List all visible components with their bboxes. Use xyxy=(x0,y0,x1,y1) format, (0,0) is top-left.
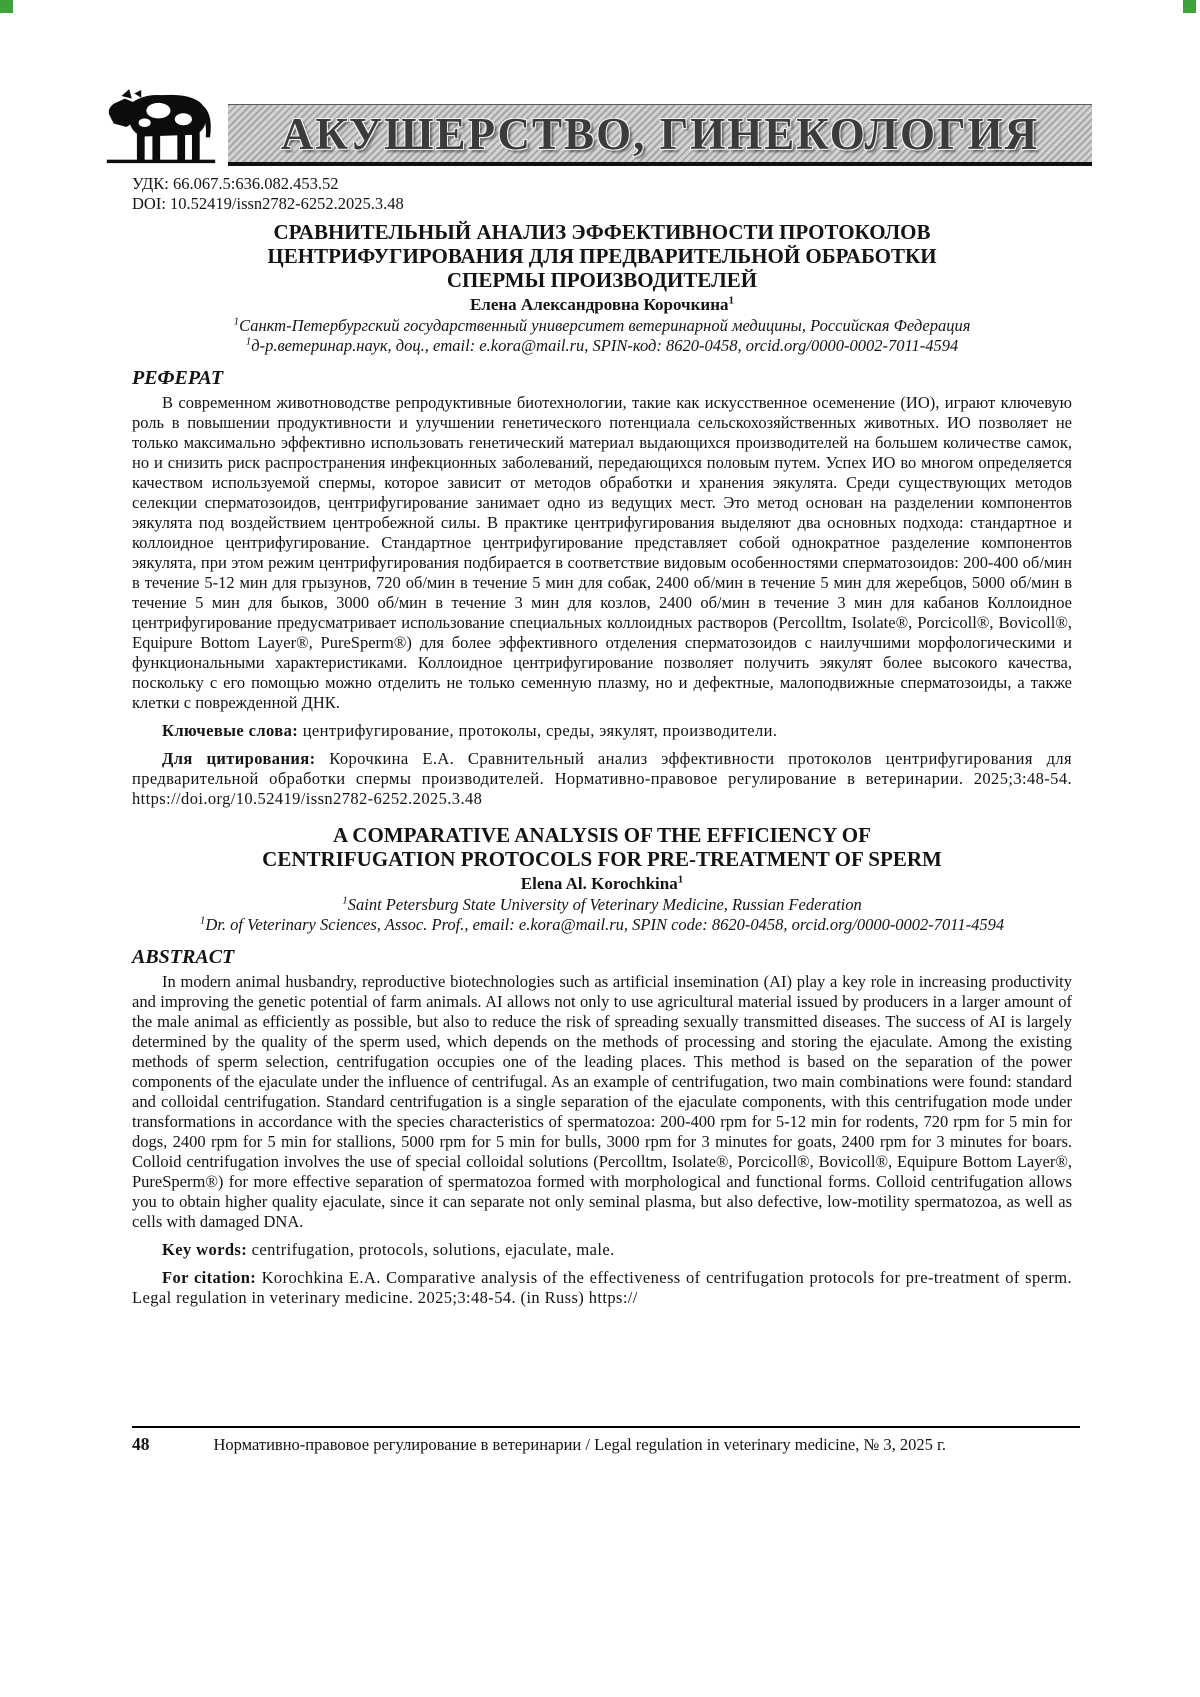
scan-marker-top-right xyxy=(1183,0,1196,13)
citation-label-ru: Для цитирования: xyxy=(162,749,316,768)
keywords-text-ru: центрифугирование, протоколы, среды, эякулят, производители. xyxy=(302,721,778,740)
article-title-ru: СРАВНИТЕЛЬНЫЙ АНАЛИЗ ЭФФЕКТИВНОСТИ ПРОТОКОЛОВ ЦЕНТРИФУГИРОВАНИЯ ДЛЯ ПРЕДВАРИТЕЛЬНОЙ ОБРАБОТКИ СПЕРМЫ ПРОИЗВОДИТЕЛЕЙ xyxy=(267,220,937,292)
affiliation-text-en: Saint Petersburg State University of Veterinary Medicine, Russian Federation xyxy=(347,895,862,914)
article-title-en: A COMPARATIVE ANALYSIS OF THE EFFICIENCY OF CENTRIFUGATION PROTOCOLS FOR PRE-TREATMENT OF SPERM xyxy=(262,823,942,871)
author-ru xyxy=(132,294,1072,316)
citation-ru xyxy=(132,749,1072,809)
section-banner-title: АКУШЕРСТВО, ГИНЕКОЛОГИЯ xyxy=(280,108,1040,159)
page-footer xyxy=(132,1426,1080,1455)
citation-label-en: For citation: xyxy=(162,1268,257,1287)
citation-text-en: Korochkina E.A. Comparative analysis of the effectiveness of centrifugation protocols for pre-treatment of sperm. Legal regulation in veterinary medicine. 2025;3:48-54. (in Russ) https:// xyxy=(132,1268,1072,1307)
credentials-text-en: Dr. of Veterinary Sciences, Assoc. Prof., email: e.kora@mail.ru, SPIN code: 8620-0458, orcid.org/0000-0002-7011-4594 xyxy=(205,915,1005,934)
author-superscript-ru: 1 xyxy=(728,294,735,307)
credentials-text-ru: д-р.ветеринар.наук, доц., email: e.kora@mail.ru, SPIN-код: 8620-0458, orcid.org/0000-0002-7011-4594 xyxy=(251,336,959,355)
abstract-heading-en: ABSTRACT xyxy=(132,946,235,968)
author-name-en: Elena Al. Korochkina xyxy=(520,874,678,893)
affiliation-text-ru: Санкт-Петербургский государственный университет ветеринарной медицины, Российская Федерация xyxy=(239,316,971,335)
journal-logo xyxy=(104,84,218,170)
keywords-text-en: centrifugation, protocols, solutions, ejaculate, male. xyxy=(251,1240,615,1259)
cow-icon xyxy=(104,84,218,170)
article-content xyxy=(132,174,1072,1308)
affiliation-superscript-ru: 1 xyxy=(233,315,240,328)
keywords-label-en: Key words: xyxy=(162,1240,248,1259)
credentials-superscript-en: 1 xyxy=(199,914,206,927)
citation-text-ru: Корочкина Е.А. Сравнительный анализ эффективности протоколов центрифугирования для предварительной обработки спермы производителей. Нормативно-правовое регулирование в ветеринарии. 2025;3:48-54. https://doi.org/10.52419/issn2782-6252.2025.3.48 xyxy=(132,749,1072,808)
keywords-label-ru: Ключевые слова: xyxy=(162,721,299,740)
affiliation-superscript-en: 1 xyxy=(342,894,348,907)
doi-line: DOI: 10.52419/issn2782-6252.2025.3.48 xyxy=(132,194,404,213)
scan-marker-top-left xyxy=(0,0,13,13)
citation-en xyxy=(132,1268,1072,1308)
affiliation-ru xyxy=(132,316,1072,336)
abstract-text-en: In modern animal husbandry, reproductive biotechnologies such as artificial insemination (AI) play a key role in increasing productivity and improving the genetic potential of farm animals. AI allows not only to use agricultural material issued by producers in a larger amount of the male animal as efficiently as possible, but also to reduce the risk of spreading sexually transmitted diseases. The success of AI is largely determined by the quality of the sperm used, which depends on the methods of processing and storing the ejaculate. Among the existing methods of sperm selection, centrifugation occupies one of the leading places. This method is based on the separation of the power components of the ejaculate under the influence of centrifugal. As an example of centrifugation, two main combinations were found: standard and colloidal centrifugation. Standard centrifugation is a single separation of the ejaculate components, with this centrifugation mode under transformations in accordance with the species characteristics of spermatozoa: 200-400 rpm for 5-12 min for rodents, 720 rpm for 5 min for dogs, 2400 rpm for 5 min for stallions, 5000 rpm for 5 min for bulls, 3000 rpm for 3 minutes for goats, 2400 rpm for 3 minutes for boars. Colloid centrifugation involves the use of special colloidal solutions (Percolltm, Isolate®, Porcicoll®, Bovicoll®, Equipure Bottom Layer®, PureSperm®) for more effective separation of spermatozoa formed with morphological and functional forms. Colloid centrifugation allows you to obtain higher quality ejaculate, since it can separate not only seminal plasma, but also defective, low-motility spermatozoa, as well as cells with damaged DNA. xyxy=(132,972,1072,1231)
keywords-ru xyxy=(132,721,1072,741)
author-superscript-en: 1 xyxy=(677,873,684,886)
abstract-heading-ru: РЕФЕРАТ xyxy=(132,367,224,389)
page-number: 48 xyxy=(132,1434,150,1454)
journal-footer-line: Нормативно-правовое регулирование в ветеринарии / Legal regulation in veterinary medicine, № 3, 2025 г. xyxy=(213,1435,947,1454)
affiliation-en xyxy=(132,895,1072,915)
author-name-ru: Елена Александровна Корочкина xyxy=(469,295,729,314)
abstract-text-ru: В современном животноводстве репродуктивные биотехнологии, такие как искусственное осеменение (ИО), играют ключевую роль в повышении продуктивности и улучшении генетического потенциала сельскохозяйственных животных. ИО позволяет не только максимально эффективно использовать генетический материал выдающихся производителей на большем количестве самок, но и снизить риск распространения инфекционных заболеваний, передающихся половым путем. Успех ИО во многом определяется качеством используемой спермы, которое зависит от методов обработки и хранения эякулята. Среди существующих методов селекции сперматозоидов, центрифугирование занимает одно из ведущих мест. Это метод основан на разделении компонентов эякулята под воздействием центробежной силы. В практике центрифугирования выделяют два основных подхода: стандартное и коллоидное центрифугирование. Стандартное центрифугирование представляет собой однократное разделение компонентов эякулята, при этом режим центрифугирования подбирается в соответствие видовым особенностями сперматозоидов: 200-400 об/мин в течение 5-12 мин для грызунов, 720 об/мин в течение 5 мин для собак, 2400 об/мин в течение 5 мин для жеребцов, 5000 об/мин в течение 5 мин для быков, 3000 об/мин в течение 3 мин для козлов, 2400 об/мин в течение 3 мин для кабанов Коллоидное центрифугирование предусматривает использование специальных коллоидных растворов (Percolltm, Isolate®, Porcicoll®, Bovicoll®, Equipure Bottom Layer®, PureSperm®) для более эффективного отделения сперматозоидов с наилучшими морфологическими и функциональными характеристиками. Коллоидное центрифугирование позволяет получить эякулят более высокого качества, поскольку с его помощью можно отделить не только семенную плазму, но и дефектные, малоподвижные сперматозоиды, а также клетки с поврежденной ДНК. xyxy=(132,393,1072,712)
section-banner xyxy=(228,104,1092,166)
credentials-en xyxy=(132,915,1072,935)
credentials-superscript-ru: 1 xyxy=(245,335,252,348)
credentials-ru xyxy=(132,336,1072,356)
masthead xyxy=(104,84,1092,170)
keywords-en xyxy=(132,1240,1072,1260)
author-en xyxy=(132,873,1072,895)
udk-line: УДК: 66.067.5:636.082.453.52 xyxy=(132,174,339,193)
